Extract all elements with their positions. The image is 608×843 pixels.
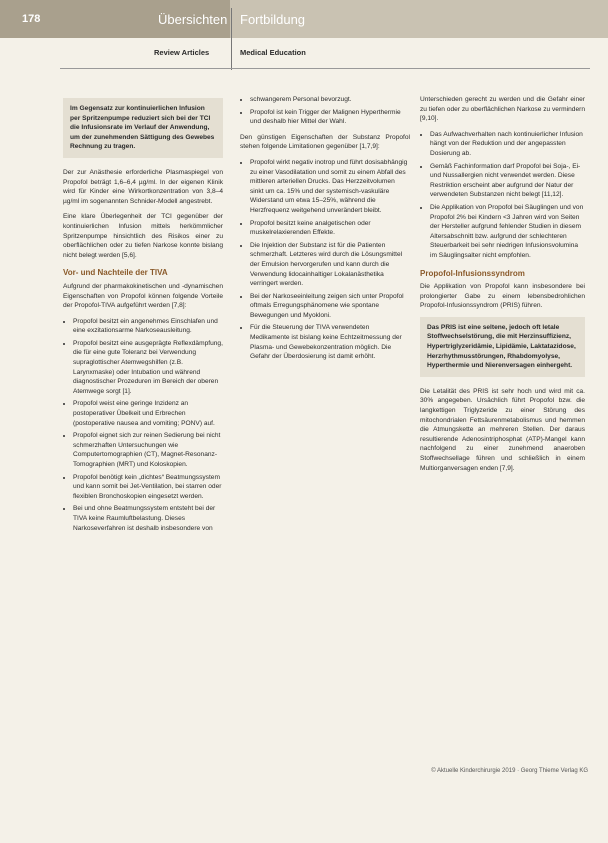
list-item: • Bei und ohne Beatmungssystem entsteht bei der TIVA keine Raumluftbelastung. Dieses Narkoseverfahren ist deshalb insbesondere von	[73, 504, 223, 533]
bullet-list	[63, 317, 223, 533]
column-left	[63, 98, 223, 539]
list-item: • Propofol besitzt eine ausgeprägte Reflexdämpfung, die für eine gute Toleranz bei Verwendung supraglottischer Atemwegshilfen (z.B. Larynxmaske) oder Intubation und während diagnostischer Prozeduren im Bereich der oberen Atemwege sorgt [1].	[73, 339, 223, 397]
list-item: • Gemäß Fachinformation darf Propofol bei Soja-, Ei- und Nussallergien nicht verwendet werden. Diese Restriktion erscheint aber aufgrund der Natur der verwendeten Substanzen nicht belegt [11,12].	[430, 162, 585, 200]
list-item: • schwangerem Personal bevorzugt.	[250, 95, 410, 105]
list-item: • Bei der Narkoseeinleitung zeigen sich unter Propofol oftmals Erregungsphänomene wie spontane Bewegungen und Myokloni.	[250, 292, 410, 321]
list-item: • Propofol wirkt negativ inotrop und führt dosisabhängig zu einer Vasodilatation und somit zu einem Abfall des mittleren arteriellen Drucks. Das Herzzeitvolumen sinkt um ca. 15% und der systemisch-vaskuläre Widerstand um etwa 15–25%, während die Herzfrequenz weitgehend unverändert bleibt.	[250, 158, 410, 216]
subtitle-left: Review Articles	[154, 48, 210, 57]
list-item: • Das Aufwachverhalten nach kontinuierlicher Infusion hängt von der Reduktion und der angepassten Dosierung ab.	[430, 130, 585, 159]
header-divider	[231, 8, 232, 70]
paragraph: Aufgrund der pharmakokinetischen und -dynamischen Eigenschaften von Propofol können folgende Vorteile der Propofol-TIVA aufgeführt werden [7,8]:	[63, 282, 223, 310]
highlight-box: Das PRIS ist eine seltene, jedoch oft letale Stoffwechselstörung, die mit Herzinsuffizienz, Hypertriglyzeridämie, Lipidämie, Laktatazidose, Herzrhythmusstörungen, Rhabdomyolyse, Hyperthermie und Nierenversagen einhergeht.	[420, 317, 585, 377]
paragraph: Die Letalität des PRIS ist sehr hoch und wird mit ca. 30% angegeben. Ursächlich führt Propofol bzw. die langkettigen Triglyzeride zu einer Störung des mitochondrialen Fettsäurenmetabolismus und hemmen die Atmungskette an mehreren Stellen. Der daraus resultierende Adenosintriphosphat (ATP)-Mangel kann nachfolgend zu einer zunehmend anaeroben Stoffwechsellage führen und schließlich in einem Multiorganversagen enden [7,9].	[420, 387, 585, 472]
section-title-left: Übersichten	[158, 12, 228, 27]
list-item: • Propofol weist eine geringe Inzidenz an postoperativer Übelkeit und Erbrechen (postoperative nausea and vomiting; PONV) auf.	[73, 399, 223, 428]
highlight-box: Im Gegensatz zur kontinuierlichen Infusion per Spritzenpumpe reduziert sich bei der TCI die Infusionsrate im Verlauf der Anwendung, um der zunehmenden Sättigung des Gewebes Rechnung zu tragen.	[63, 98, 223, 158]
page-header	[0, 0, 608, 38]
page-number: 178	[22, 13, 41, 25]
list-item: • Die Applikation von Propofol bei Säuglingen und von Propofol 2% bei Kindern <3 Jahren wird von Seiten der Hersteller aufgrund fehlender Studien in diesem Altersabschnitt bzw. aufgrund der schlechteren Steuerbarkeit bei sehr niedrigen Infusionsvolumina im Säuglingsalter nicht empfohlen.	[430, 203, 585, 261]
bullet-list	[240, 158, 410, 362]
column-right	[420, 95, 585, 479]
subtitle-right: Medical Education	[240, 48, 306, 57]
bullet-list	[420, 130, 585, 261]
list-item: • Die Injektion der Substanz ist für die Patienten schmerzhaft. Letzteres wird durch die Lösungsmittel der Emulsion hervorgerufen und kann durch die Verwendung lidocainhaltiger Lokalanästhetika verringert werden.	[250, 241, 410, 289]
paragraph: Den günstigen Eigenschaften der Substanz Propofol stehen folgende Limitationen gegenüber [1,7,9]:	[240, 133, 410, 151]
list-item: • Für die Steuerung der TIVA verwendeten Medikamente ist bislang keine Echtzeitmessung der Plasma- und Gewebekonzentration möglich. Die Gefahr der Überdosierung ist damit erhöht.	[250, 323, 410, 361]
section-heading: Vor- und Nachteile der TIVA	[63, 268, 168, 278]
paragraph: Der zur Anästhesie erforderliche Plasmaspiegel von Propofol beträgt 1,6–6,4 µg/ml. In der eigenen Klinik wird für Kinder eine Wirkortkonzentration von 3,8–4 µg/ml im sogenannten Schnider-Modell angestrebt.	[63, 168, 223, 205]
footer-copyright: © Aktuelle Kinderchirurgie 2019 · Georg Thieme Verlag KG	[431, 768, 588, 774]
paragraph: Eine klare Überlegenheit der TCI gegenüber der kontinuierlichen Infusion mittels herkömmlicher Spritzenpumpe hinsichtlich des Risikos einer zu oberflächlichen oder zu tiefen Narkose konnte bislang nicht belegt werden [5,6].	[63, 213, 223, 259]
list-item: • Propofol eignet sich zur reinen Sedierung bei nicht schmerzhaften Untersuchungen wie Computertomographien (CT), Magnet-Resonanz-Tomographien (MRT) und Koloskopien.	[73, 431, 223, 469]
paragraph: Unterschieden gerecht zu werden und die Gefahr einer zu tiefen oder zu oberflächlichen Narkose zu vermindern [9,10].	[420, 96, 585, 123]
list-item: • Propofol besitzt keine analgetischen oder muskelrelaxierenden Effekte.	[250, 219, 410, 238]
header-rule	[60, 68, 590, 69]
section-heading: Propofol-Infusionssyndrom	[420, 268, 525, 278]
section-title-right: Fortbildung	[240, 12, 306, 27]
list-item: • Propofol besitzt ein angenehmes Einschlafen und eine exzitationsarme Narkoseausleitung.	[73, 317, 223, 336]
paragraph: Die Applikation von Propofol kann insbesondere bei prolongierter Gabe zu einem lebensbedrohlichen Propofol-Infusionssyndrom (PRIS) führen.	[420, 283, 585, 310]
list-item: • Propofol benötigt kein „dichtes“ Beatmungssystem und kann somit bei Jet-Ventilation, bei starren oder flexiblen Bronchoskopien eingesetzt werden.	[73, 473, 223, 502]
list-item: • Propofol ist kein Trigger der Malignen Hyperthermie und deshalb hier Mittel der Wahl.	[250, 108, 410, 127]
column-middle	[240, 95, 410, 368]
bullet-list	[240, 95, 410, 127]
